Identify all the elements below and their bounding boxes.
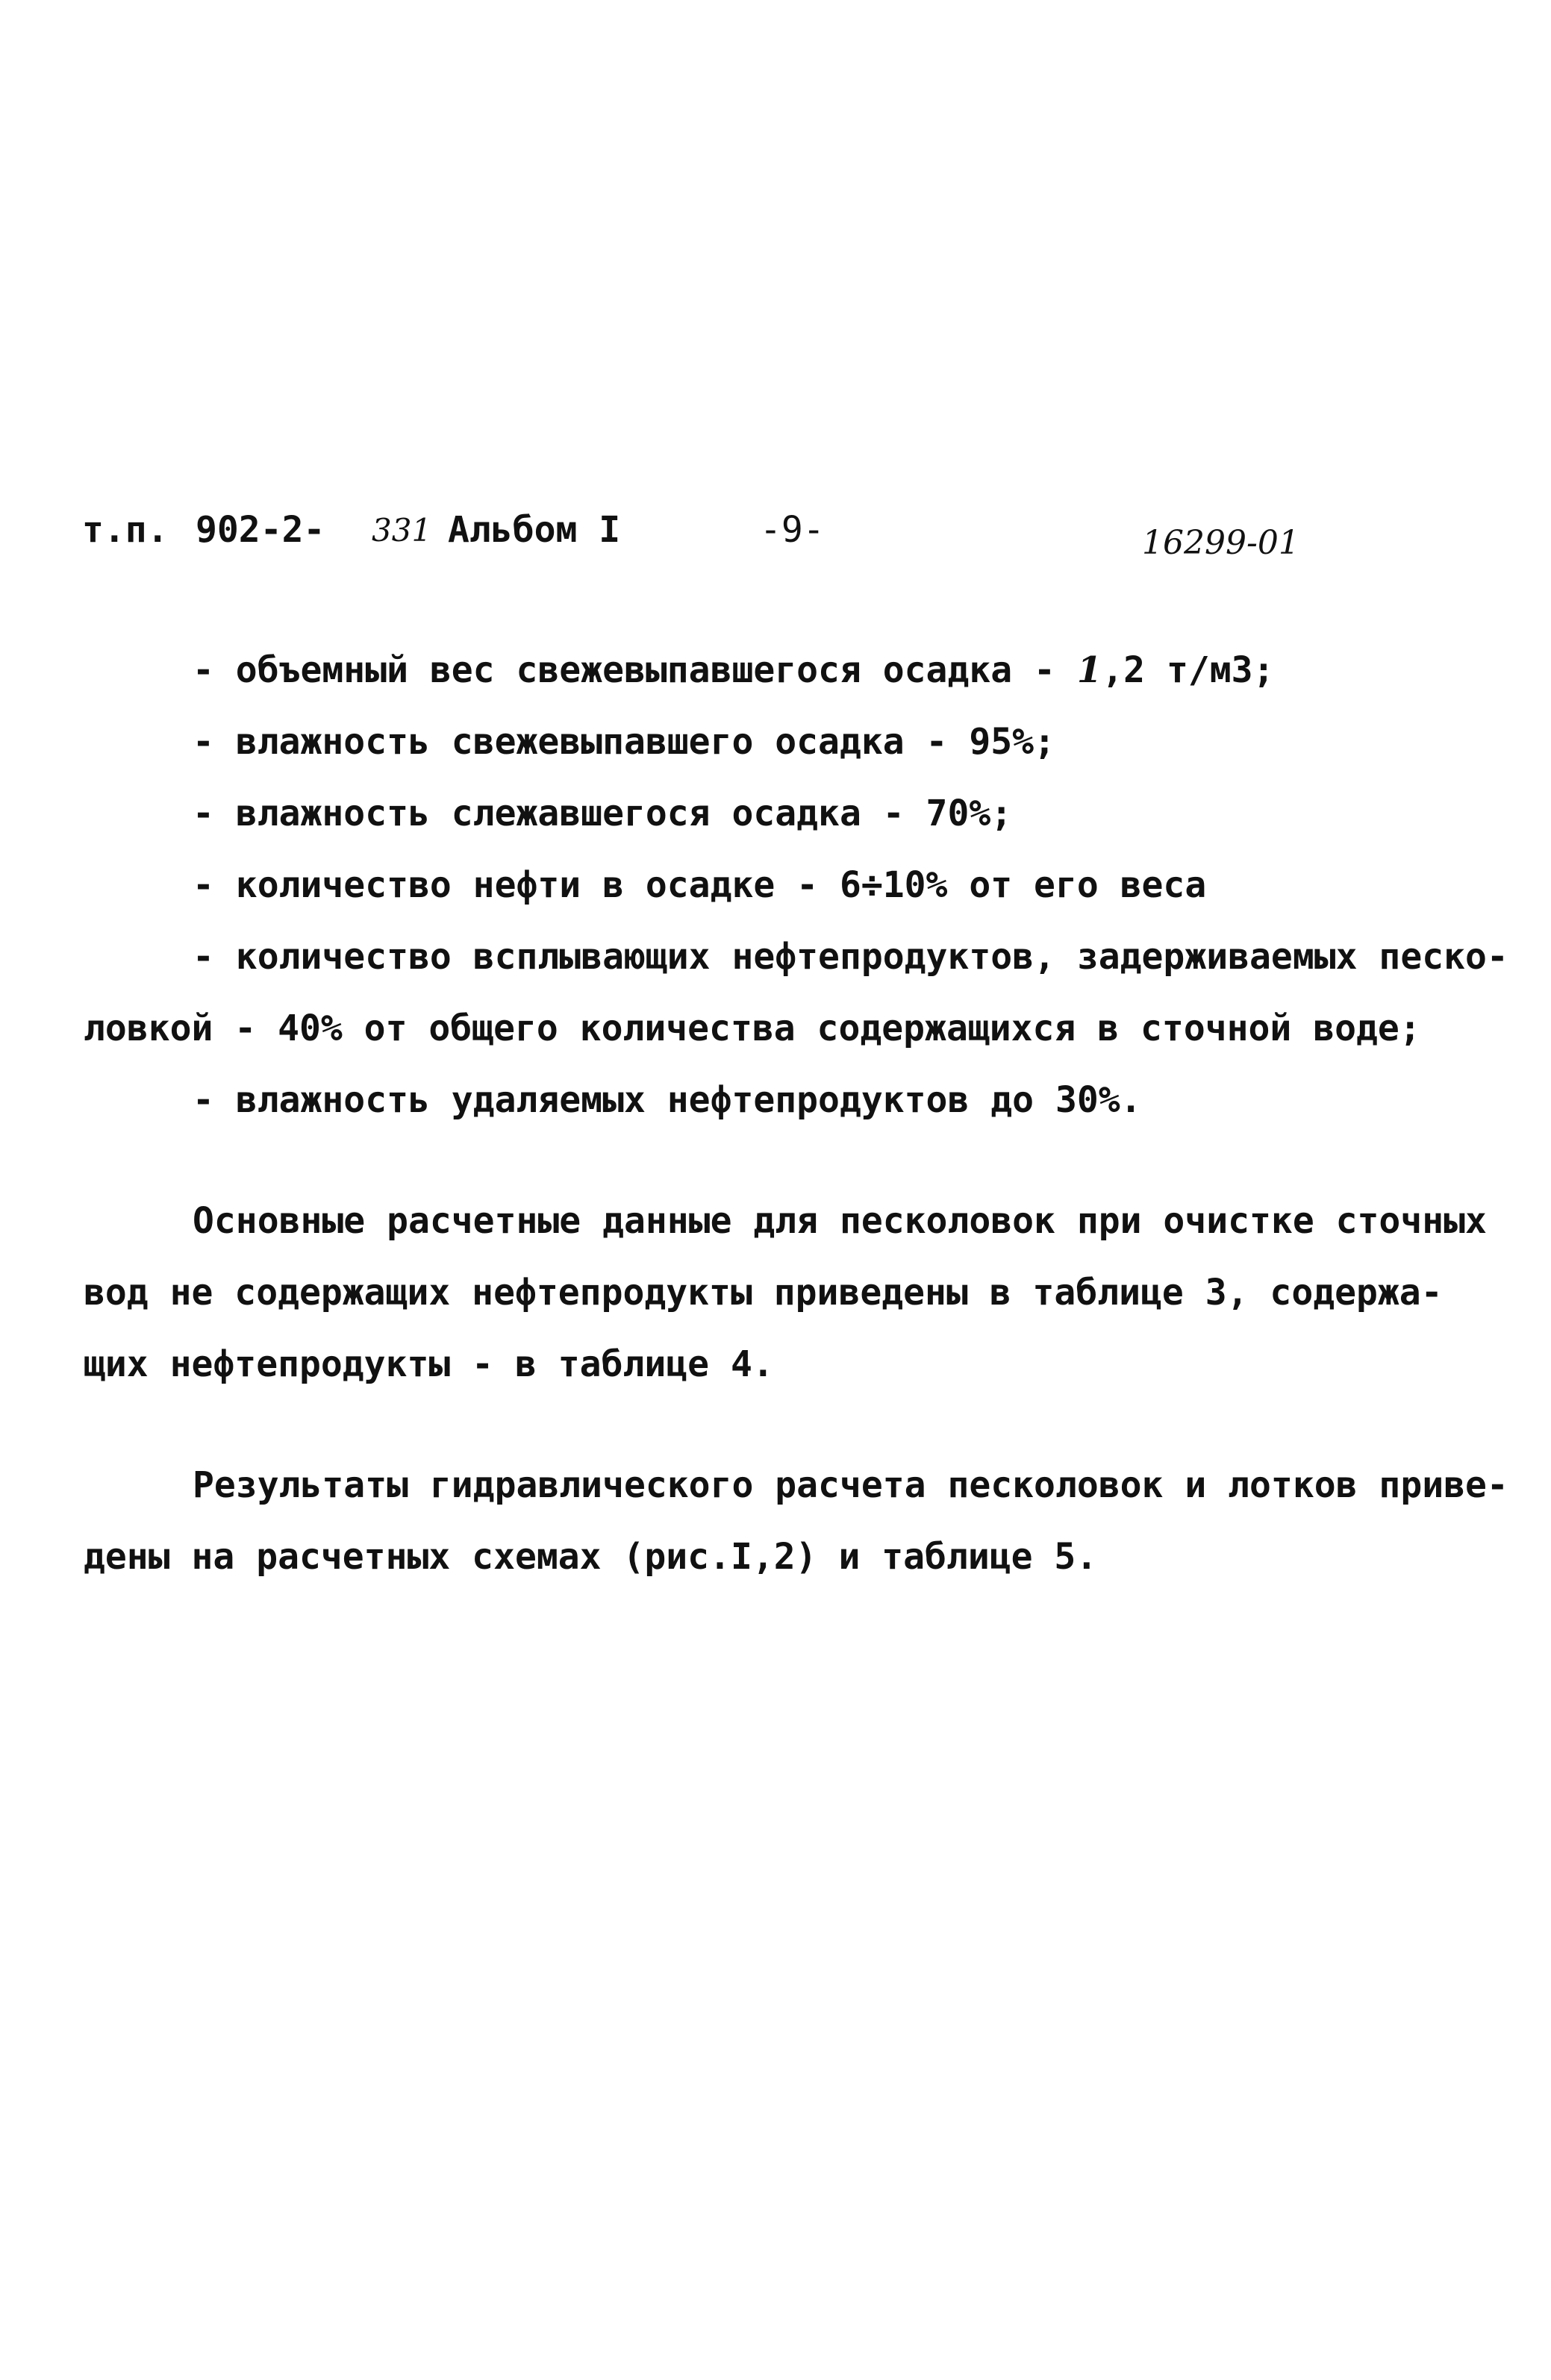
paragraph1-line1: Основные расчетные данные для песколовок при очистке сточных — [193, 1200, 1487, 1242]
paragraph-gap — [84, 1400, 1487, 1449]
bullet-floating-oil-line2: ловкой - 40% от общего количества содержащихся в сточной воде; — [84, 1008, 1421, 1049]
header-album: Альбом I — [448, 509, 621, 551]
page-header — [82, 509, 1500, 569]
body-text — [84, 634, 1508, 1593]
header-handwritten-ref: 16299-01 — [1142, 524, 1299, 562]
header-project-number-handwritten: 331 — [372, 512, 432, 549]
header-page-number: -9- — [760, 509, 825, 551]
bullet-bulk-density-suffix: ,2 т/м3; — [1102, 649, 1275, 691]
bullet-bulk-density-handwritten: 1 — [1076, 649, 1102, 691]
bullet-bulk-density — [84, 634, 1487, 706]
paragraph1-line2: вод не содержащих нефтепродукты приведены в таблице 3, содержа- — [84, 1272, 1443, 1314]
header-project-number: 902-2- — [196, 509, 325, 551]
bullet-oil-amount: - количество нефти в осадке - 6÷10% от его веса — [193, 864, 1207, 906]
bullet-removed-oil-moisture: - влажность удаляемых нефтепродуктов до 30%. — [193, 1079, 1142, 1121]
bullet-bulk-density-prefix: - объемный вес свежевыпавшегося осадка - — [193, 649, 1077, 691]
bullet-settled-moisture: - влажность слежавшегося осадка - 70%; — [193, 793, 1013, 834]
paragraph2-line2: дены на расчетных схемах (рис.I,2) и таблице 5. — [84, 1536, 1098, 1578]
header-code: т.п. — [82, 509, 169, 551]
bullet-floating-oil-line1: - количество всплывающих нефтепродуктов, задерживаемых песко- — [193, 936, 1508, 978]
paragraph2-line1: Результаты гидравлического расчета песколовок и лотков приве- — [193, 1464, 1508, 1506]
paragraph1-line3: щих нефтепродукты - в таблице 4. — [84, 1343, 774, 1385]
bullet-fresh-moisture: - влажность свежевыпавшего осадка - 95%; — [193, 721, 1055, 763]
paragraph-gap — [84, 1136, 1487, 1185]
